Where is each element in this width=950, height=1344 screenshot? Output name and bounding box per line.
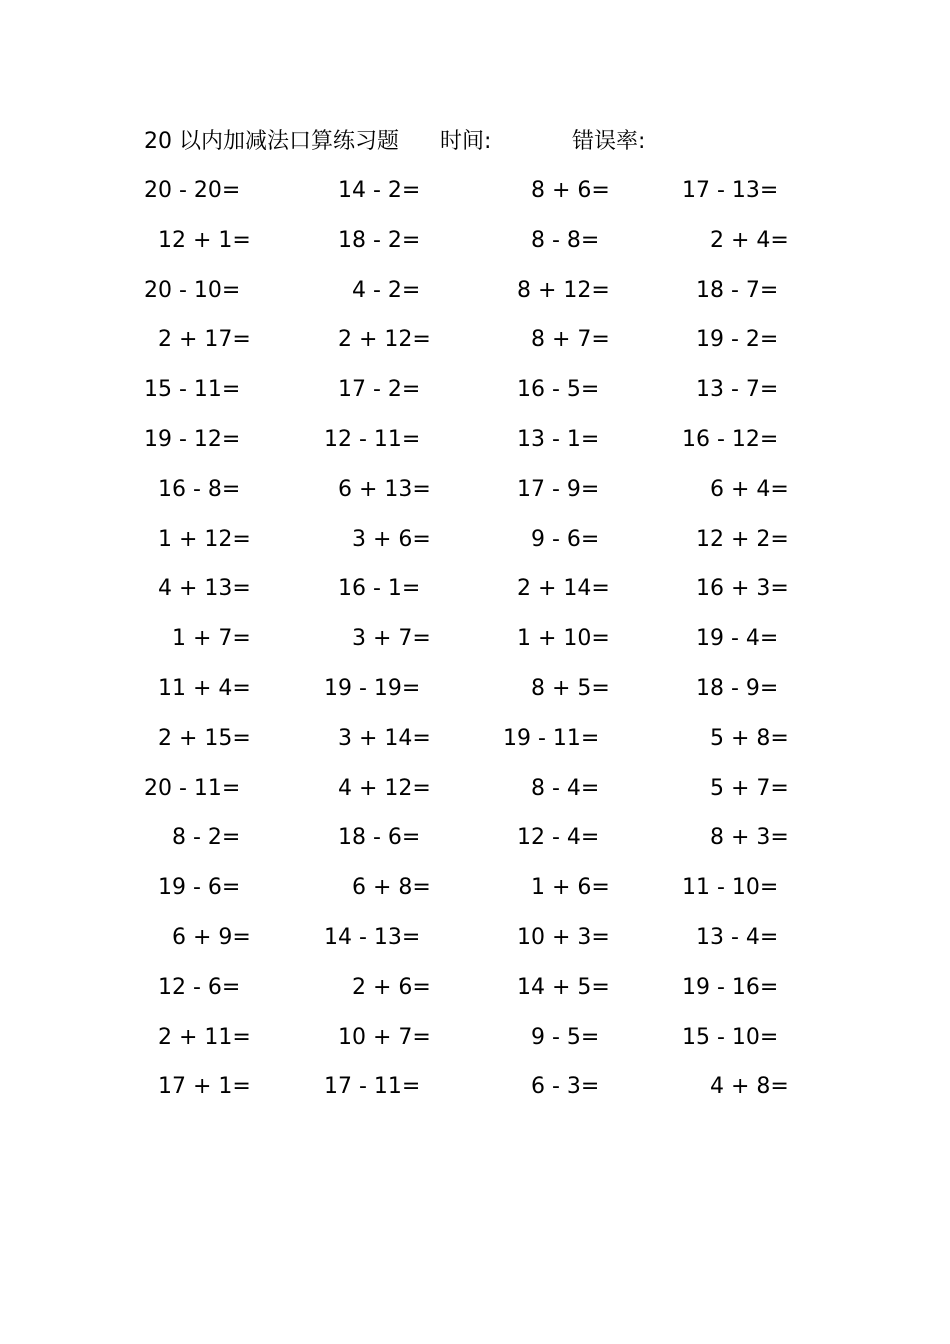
math-problem: 6 + 13= bbox=[324, 476, 431, 502]
error-rate-label: 错误率: bbox=[572, 129, 646, 154]
problem-row bbox=[144, 963, 804, 1013]
math-problem: 20 - 11= bbox=[144, 775, 241, 801]
math-problem: 18 - 7= bbox=[682, 277, 779, 303]
problem-grid bbox=[144, 166, 804, 1112]
problem-row bbox=[144, 913, 804, 963]
math-problem: 8 + 6= bbox=[503, 178, 610, 203]
math-problem: 20 - 20= bbox=[144, 178, 241, 203]
math-problem: 20 - 10= bbox=[144, 277, 241, 303]
math-problem: 16 - 5= bbox=[503, 377, 600, 403]
math-problem: 8 - 4= bbox=[503, 775, 600, 801]
math-problem: 2 + 6= bbox=[324, 974, 431, 1000]
math-problem: 8 + 12= bbox=[503, 277, 610, 303]
math-problem: 13 - 7= bbox=[682, 377, 779, 403]
math-problem: 10 + 7= bbox=[324, 1024, 431, 1050]
problem-row bbox=[144, 1013, 804, 1063]
math-problem: 6 + 4= bbox=[682, 476, 789, 502]
math-problem: 8 - 2= bbox=[144, 825, 241, 851]
math-problem: 16 - 8= bbox=[144, 476, 241, 502]
math-problem: 14 - 2= bbox=[324, 178, 421, 203]
math-problem: 6 - 3= bbox=[503, 1074, 600, 1100]
problem-row bbox=[144, 365, 804, 415]
math-problem: 2 + 11= bbox=[144, 1024, 251, 1050]
math-problem: 15 - 11= bbox=[144, 377, 241, 403]
math-problem: 17 + 1= bbox=[144, 1074, 251, 1100]
math-problem: 8 + 7= bbox=[503, 327, 610, 353]
problem-row bbox=[144, 415, 804, 465]
math-problem: 12 + 1= bbox=[144, 227, 251, 253]
math-problem: 16 + 3= bbox=[682, 576, 789, 602]
math-problem: 11 - 10= bbox=[682, 875, 779, 901]
problem-row bbox=[144, 216, 804, 266]
problem-row bbox=[144, 1062, 804, 1112]
math-problem: 1 + 7= bbox=[144, 626, 251, 652]
problem-row bbox=[144, 465, 804, 515]
math-problem: 3 + 7= bbox=[324, 626, 431, 652]
problem-row bbox=[144, 266, 804, 316]
problem-row bbox=[144, 564, 804, 614]
math-problem: 17 - 9= bbox=[503, 476, 600, 502]
problem-row bbox=[144, 664, 804, 714]
math-problem: 16 - 1= bbox=[324, 576, 421, 602]
problem-row bbox=[144, 515, 804, 565]
math-problem: 19 - 6= bbox=[144, 875, 241, 901]
problem-row bbox=[144, 764, 804, 814]
math-problem: 18 - 9= bbox=[682, 675, 779, 701]
math-problem: 13 - 4= bbox=[682, 924, 779, 950]
math-problem: 4 + 8= bbox=[682, 1074, 789, 1100]
math-problem: 12 + 2= bbox=[682, 526, 789, 552]
math-problem: 15 - 10= bbox=[682, 1024, 779, 1050]
problem-row bbox=[144, 315, 804, 365]
math-problem: 6 + 9= bbox=[144, 924, 251, 950]
math-problem: 2 + 15= bbox=[144, 725, 251, 751]
math-problem: 8 + 3= bbox=[682, 825, 789, 851]
math-problem: 3 + 14= bbox=[324, 725, 431, 751]
math-problem: 17 - 11= bbox=[324, 1074, 421, 1100]
math-problem: 5 + 7= bbox=[682, 775, 789, 801]
math-problem: 18 - 6= bbox=[324, 825, 421, 851]
math-problem: 17 - 2= bbox=[324, 377, 421, 403]
worksheet-title: 20 以内加减法口算练习题 bbox=[144, 129, 399, 154]
math-problem: 19 - 4= bbox=[682, 626, 779, 652]
problem-row bbox=[144, 714, 804, 764]
math-problem: 6 + 8= bbox=[324, 875, 431, 901]
math-problem: 9 - 6= bbox=[503, 526, 600, 552]
math-problem: 12 - 11= bbox=[324, 426, 421, 452]
math-problem: 13 - 1= bbox=[503, 426, 600, 452]
math-problem: 12 - 4= bbox=[503, 825, 600, 851]
problem-row bbox=[144, 614, 804, 664]
math-problem: 11 + 4= bbox=[144, 675, 251, 701]
math-problem: 5 + 8= bbox=[682, 725, 789, 751]
time-label: 时间: bbox=[440, 129, 492, 154]
math-problem: 1 + 10= bbox=[503, 626, 610, 652]
math-problem: 17 - 13= bbox=[682, 178, 779, 203]
math-problem: 1 + 6= bbox=[503, 875, 610, 901]
problem-row bbox=[144, 166, 804, 216]
math-problem: 19 - 11= bbox=[503, 725, 600, 751]
math-problem: 4 - 2= bbox=[324, 277, 421, 303]
problem-row bbox=[144, 863, 804, 913]
math-problem: 1 + 12= bbox=[144, 526, 251, 552]
math-problem: 3 + 6= bbox=[324, 526, 431, 552]
math-problem: 2 + 4= bbox=[682, 227, 789, 253]
math-problem: 16 - 12= bbox=[682, 426, 779, 452]
math-problem: 14 + 5= bbox=[503, 974, 610, 1000]
math-problem: 19 - 2= bbox=[682, 327, 779, 353]
math-problem: 14 - 13= bbox=[324, 924, 421, 950]
math-problem: 8 + 5= bbox=[503, 675, 610, 701]
math-problem: 9 - 5= bbox=[503, 1024, 600, 1050]
math-problem: 4 + 13= bbox=[144, 576, 251, 602]
problem-row bbox=[144, 813, 804, 863]
math-problem: 19 - 19= bbox=[324, 675, 421, 701]
math-problem: 10 + 3= bbox=[503, 924, 610, 950]
math-problem: 2 + 17= bbox=[144, 327, 251, 353]
math-problem: 2 + 14= bbox=[503, 576, 610, 602]
math-problem: 19 - 12= bbox=[144, 426, 241, 452]
math-problem: 2 + 12= bbox=[324, 327, 431, 353]
math-problem: 18 - 2= bbox=[324, 227, 421, 253]
math-problem: 4 + 12= bbox=[324, 775, 431, 801]
math-problem: 19 - 16= bbox=[682, 974, 779, 1000]
math-problem: 12 - 6= bbox=[144, 974, 241, 1000]
math-problem: 8 - 8= bbox=[503, 227, 600, 253]
